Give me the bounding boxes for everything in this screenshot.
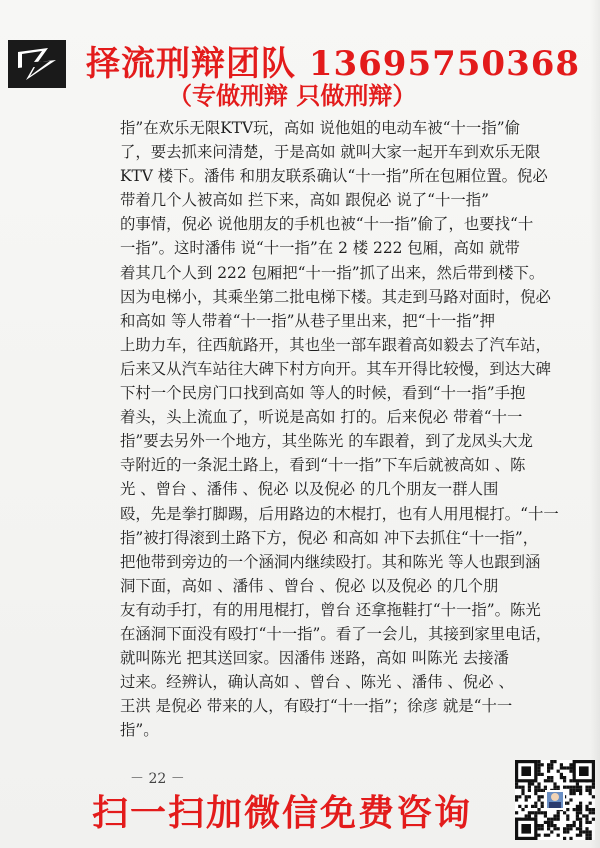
page-edge-shadow — [590, 0, 600, 848]
footer-cta: 扫一扫加微信免费咨询 — [92, 792, 473, 834]
banner-title: 择流刑辩团队 13695750368 — [86, 44, 581, 84]
body-line: 带着几个人被高如 拦下来，高如 跟倪必 说了“十一指” — [120, 191, 490, 210]
body-line: 就叫陈光 把其送回家。因潘伟 迷路，高如 叫陈光 去接潘 — [120, 649, 509, 668]
body-line: 后来又从汽车站往大碑下村方向开。其车开得比较慢，到达大碑 — [120, 359, 551, 378]
body-line: 光 、曾台 、潘伟 、倪必 以及倪必 的几个朋友一群人围 — [120, 480, 499, 499]
body-line: 的事情，倪必 说他朋友的手机也被“十一指”偷了，也要找“十 — [120, 215, 534, 234]
body-line: 了，要去抓来问清楚，于是高如 就叫大家一起开车到欢乐无限 — [120, 143, 541, 162]
wechat-qr-code-icon[interactable] — [515, 760, 595, 840]
body-line: 上助力车，往西航路开，其也坐一部车跟着高如毅去了汽车站， — [120, 335, 551, 354]
body-line: 寺附近的一条泥土路上，看到“十一指”下车后就被高如 、陈 — [120, 456, 526, 475]
body-line: 过来。经辨认，确认高如 、曾台 、陈光 、潘伟 、倪必 、 — [120, 673, 514, 692]
body-line: 王洪 是倪必 带来的人，有殴打“十一指”；徐彦 就是“十一 — [120, 697, 513, 716]
body-line: 着其几个人到 222 包厢把“十一指”抓了出来，然后带到楼下。 — [120, 263, 545, 282]
body-text — [120, 116, 582, 742]
body-line: 把他带到旁边的一个涵洞内继续殴打。其和陈光 等人也跟到涵 — [120, 552, 541, 571]
body-line: 指”要去另外一个地方，其坐陈光 的车跟着，到了龙凤头大龙 — [120, 432, 533, 451]
body-line: 在涵洞下面没有殴打“十一指”。看了一会儿，其接到家里电话， — [120, 624, 552, 643]
body-line: 和高如 等人带着“十一指”从巷子里出来，把“十一指”押 — [120, 311, 495, 330]
body-line: 下村一个民房门口找到高如 等人的时候，看到“十一指”手抱 — [120, 384, 526, 403]
body-line: 一指”。这时潘伟 说“十一指”在 2 楼 222 包厢，高如 就带 — [120, 239, 520, 258]
body-line: 殴，先是拳打脚踢，后用路边的木棍打，也有人用甩棍打。“十一 — [120, 504, 559, 523]
law-firm-logo-icon — [8, 40, 66, 88]
body-line: KTV 楼下。潘伟 和朋友联系确认“十一指”所在包厢位置。倪必 — [120, 167, 548, 186]
body-line: 洞下面，高如 、潘伟 、曾台 、倪必 以及倪必 的几个朋 — [120, 576, 499, 595]
body-line: 因为电梯小，其乘坐第二批电梯下楼。其走到马路对面时，倪必 — [120, 287, 551, 306]
page-number: － 22 － — [130, 771, 185, 787]
body-line: 着头，头上流血了，听说是高如 打的。后来倪必 带着“十一 — [120, 408, 523, 427]
banner-subtitle: （专做刑辩 只做刑辩） — [168, 81, 417, 110]
body-line: 指”在欢乐无限KTV玩，高如 说他姐的电动车被“十一指”偷 — [120, 119, 520, 137]
body-line: 友有动手打，有的用甩棍打，曾台 还拿拖鞋打“十一指”。陈光 — [120, 600, 541, 619]
body-line: 指”被打得滚到土路下方，倪必 和高如 冲下去抓住“十一指”， — [120, 528, 539, 547]
body-line: 指”。 — [120, 721, 159, 740]
